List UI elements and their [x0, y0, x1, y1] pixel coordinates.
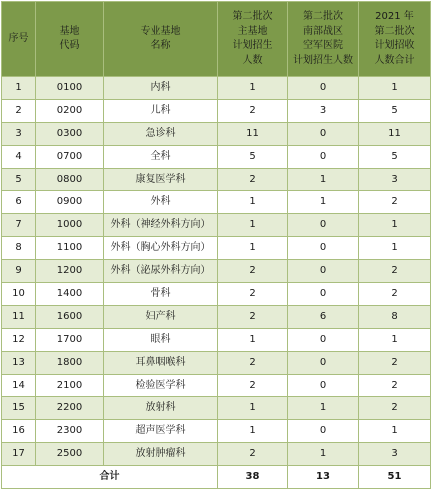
name-cell: 耳鼻咽喉科 [104, 351, 218, 374]
total-cell: 3 [359, 168, 431, 191]
total-main: 38 [218, 466, 288, 489]
code-cell: 1100 [36, 237, 104, 260]
south-cell: 0 [288, 237, 359, 260]
code-cell: 0900 [36, 191, 104, 214]
table-row [2, 168, 431, 191]
seq-cell: 5 [2, 168, 36, 191]
main-cell: 1 [218, 328, 288, 351]
table-row [2, 214, 431, 237]
code-cell: 1800 [36, 351, 104, 374]
total-cell: 2 [359, 351, 431, 374]
main-cell: 5 [218, 145, 288, 168]
south-cell: 0 [288, 260, 359, 283]
code-cell: 1200 [36, 260, 104, 283]
table-row [2, 122, 431, 145]
seq-cell: 4 [2, 145, 36, 168]
code-cell: 0700 [36, 145, 104, 168]
total-cell: 11 [359, 122, 431, 145]
main-cell: 2 [218, 351, 288, 374]
south-cell: 0 [288, 145, 359, 168]
main-cell: 2 [218, 443, 288, 466]
total-label: 合计 [2, 466, 218, 489]
main-cell: 1 [218, 420, 288, 443]
table-row [2, 420, 431, 443]
total-cell: 1 [359, 328, 431, 351]
table-row [2, 374, 431, 397]
table-row [2, 283, 431, 306]
seq-cell: 16 [2, 420, 36, 443]
total-cell: 2 [359, 283, 431, 306]
table-row [2, 237, 431, 260]
main-cell: 2 [218, 283, 288, 306]
name-cell: 放射肿瘤科 [104, 443, 218, 466]
seq-cell: 10 [2, 283, 36, 306]
header-south: 第二批次 南部战区 空军医院 计划招生人数 [288, 2, 359, 77]
name-cell: 内科 [104, 77, 218, 100]
name-cell: 妇产科 [104, 305, 218, 328]
code-cell: 2300 [36, 420, 104, 443]
south-cell: 6 [288, 305, 359, 328]
table-row [2, 443, 431, 466]
table-row [2, 351, 431, 374]
seq-cell: 2 [2, 99, 36, 122]
table-row [2, 397, 431, 420]
header-row [2, 2, 431, 77]
code-cell: 0200 [36, 99, 104, 122]
total-row [2, 466, 431, 489]
name-cell: 超声医学科 [104, 420, 218, 443]
name-cell: 外科（神经外科方向） [104, 214, 218, 237]
south-cell: 0 [288, 328, 359, 351]
header-seq: 序号 [2, 2, 36, 77]
code-cell: 1600 [36, 305, 104, 328]
main-cell: 2 [218, 99, 288, 122]
south-cell: 1 [288, 397, 359, 420]
table-row [2, 77, 431, 100]
south-cell: 1 [288, 168, 359, 191]
code-cell: 2500 [36, 443, 104, 466]
name-cell: 眼科 [104, 328, 218, 351]
main-cell: 2 [218, 168, 288, 191]
seq-cell: 3 [2, 122, 36, 145]
table-row [2, 305, 431, 328]
name-cell: 外科 [104, 191, 218, 214]
seq-cell: 7 [2, 214, 36, 237]
name-cell: 全科 [104, 145, 218, 168]
name-cell: 儿科 [104, 99, 218, 122]
south-cell: 1 [288, 443, 359, 466]
total-cell: 1 [359, 77, 431, 100]
main-cell: 1 [218, 237, 288, 260]
south-cell: 0 [288, 283, 359, 306]
seq-cell: 13 [2, 351, 36, 374]
seq-cell: 1 [2, 77, 36, 100]
main-cell: 2 [218, 260, 288, 283]
header-code: 基地 代码 [36, 2, 104, 77]
total-cell: 8 [359, 305, 431, 328]
total-cell: 1 [359, 237, 431, 260]
main-cell: 2 [218, 305, 288, 328]
total-sum: 51 [359, 466, 431, 489]
table-row [2, 145, 431, 168]
code-cell: 1700 [36, 328, 104, 351]
table-row [2, 260, 431, 283]
header-name: 专业基地 名称 [104, 2, 218, 77]
south-cell: 0 [288, 420, 359, 443]
name-cell: 检验医学科 [104, 374, 218, 397]
main-cell: 1 [218, 397, 288, 420]
main-cell: 1 [218, 77, 288, 100]
total-cell: 1 [359, 420, 431, 443]
table-row [2, 191, 431, 214]
header-main: 第二批次 主基地 计划招生 人数 [218, 2, 288, 77]
name-cell: 放射科 [104, 397, 218, 420]
name-cell: 康复医学科 [104, 168, 218, 191]
name-cell: 外科（胸心外科方向） [104, 237, 218, 260]
header-total: 2021 年 第二批次 计划招收 人数合计 [359, 2, 431, 77]
total-cell: 2 [359, 260, 431, 283]
seq-cell: 6 [2, 191, 36, 214]
name-cell: 外科（泌尿外科方向） [104, 260, 218, 283]
south-cell: 0 [288, 77, 359, 100]
code-cell: 0300 [36, 122, 104, 145]
total-south: 13 [288, 466, 359, 489]
code-cell: 0100 [36, 77, 104, 100]
total-cell: 5 [359, 99, 431, 122]
seq-cell: 15 [2, 397, 36, 420]
south-cell: 3 [288, 99, 359, 122]
main-cell: 11 [218, 122, 288, 145]
table-row [2, 99, 431, 122]
code-cell: 1400 [36, 283, 104, 306]
seq-cell: 11 [2, 305, 36, 328]
seq-cell: 17 [2, 443, 36, 466]
name-cell: 急诊科 [104, 122, 218, 145]
main-cell: 1 [218, 191, 288, 214]
seq-cell: 14 [2, 374, 36, 397]
south-cell: 0 [288, 214, 359, 237]
total-cell: 2 [359, 374, 431, 397]
code-cell: 1000 [36, 214, 104, 237]
south-cell: 0 [288, 374, 359, 397]
name-cell: 骨科 [104, 283, 218, 306]
table-row [2, 328, 431, 351]
enrollment-table [1, 1, 431, 489]
total-cell: 5 [359, 145, 431, 168]
total-cell: 1 [359, 214, 431, 237]
code-cell: 2200 [36, 397, 104, 420]
code-cell: 0800 [36, 168, 104, 191]
code-cell: 2100 [36, 374, 104, 397]
south-cell: 0 [288, 122, 359, 145]
main-cell: 2 [218, 374, 288, 397]
total-cell: 3 [359, 443, 431, 466]
seq-cell: 9 [2, 260, 36, 283]
south-cell: 0 [288, 351, 359, 374]
total-cell: 2 [359, 397, 431, 420]
south-cell: 1 [288, 191, 359, 214]
seq-cell: 12 [2, 328, 36, 351]
main-cell: 1 [218, 214, 288, 237]
seq-cell: 8 [2, 237, 36, 260]
total-cell: 2 [359, 191, 431, 214]
